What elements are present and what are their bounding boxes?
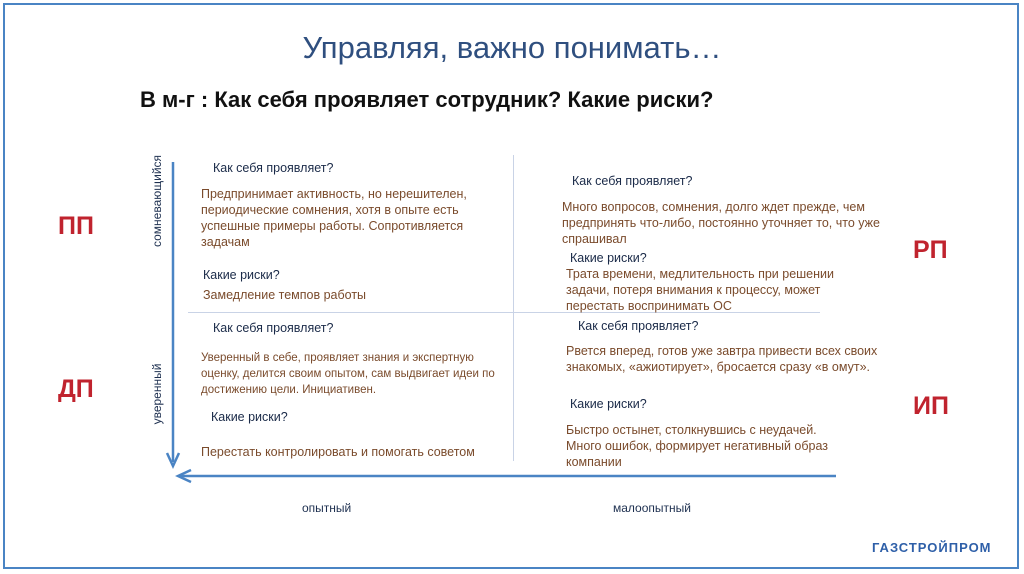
axis-label-inexperienced: малоопытный — [613, 501, 691, 515]
tr-question-risks: Какие риски? — [570, 251, 647, 265]
tr-answer-behavior: Много вопросов, сомнения, долго ждет прежде, чем предпринять что-либо, постоянно уточняет то, что уже спрашивал — [562, 200, 880, 246]
slide-subtitle: В м-г : Как себя проявляет сотрудник? Какие риски? — [140, 87, 714, 112]
br-answer-risks: Быстро остынет, столкнувшись с неудачей. Много ошибок, формирует негативный образ компании — [566, 423, 828, 469]
tl-answer-risks: Замедление темпов работы — [203, 288, 367, 302]
tl-answer-behavior: Предпринимает активность, но нерешителен, периодические сомнения, хотя в опыте есть успешные примеры работы. Сопротивляется задачам — [201, 187, 467, 249]
grid-vertical-line — [513, 155, 514, 461]
axis-label-confident: уверенный — [150, 363, 164, 425]
tr-answer-risks: Трата времени, медлительность при решении задачи, потеря внимания к процессу, может перестать воспринимать ОС — [566, 267, 835, 313]
code-rp: РП — [913, 236, 948, 264]
code-pp: ПП — [58, 212, 94, 240]
bl-question-behavior: Как себя проявляет? — [213, 321, 334, 335]
slide-title: Управляя, важно понимать… — [302, 30, 722, 65]
br-question-behavior: Как себя проявляет? — [578, 319, 699, 333]
br-answer-behavior: Рвется вперед, готов уже завтра привести всех своих знакомых, «ажиотирует», бросается сразу «в омут». — [566, 344, 878, 374]
bl-answer-behavior: Уверенный в себе, проявляет знания и экспертную оценку, делится своим опытом, сам выдвигает идеи по достижению цели. Инициативен. — [201, 352, 495, 396]
axis-label-experienced: опытный — [302, 501, 352, 515]
tl-question-risks: Какие риски? — [203, 268, 280, 282]
tl-question-behavior: Как себя проявляет? — [213, 161, 334, 175]
bl-question-risks: Какие риски? — [211, 410, 288, 424]
br-question-risks: Какие риски? — [570, 397, 647, 411]
tr-question-behavior: Как себя проявляет? — [572, 174, 693, 188]
company-logo: ГАЗСТРОЙПРОМ — [872, 540, 992, 555]
axis-label-doubting: сомневающийся — [150, 154, 164, 248]
code-ip: ИП — [913, 392, 949, 420]
code-dp: ДП — [58, 375, 94, 403]
bl-answer-risks: Перестать контролировать и помогать советом — [201, 445, 475, 459]
